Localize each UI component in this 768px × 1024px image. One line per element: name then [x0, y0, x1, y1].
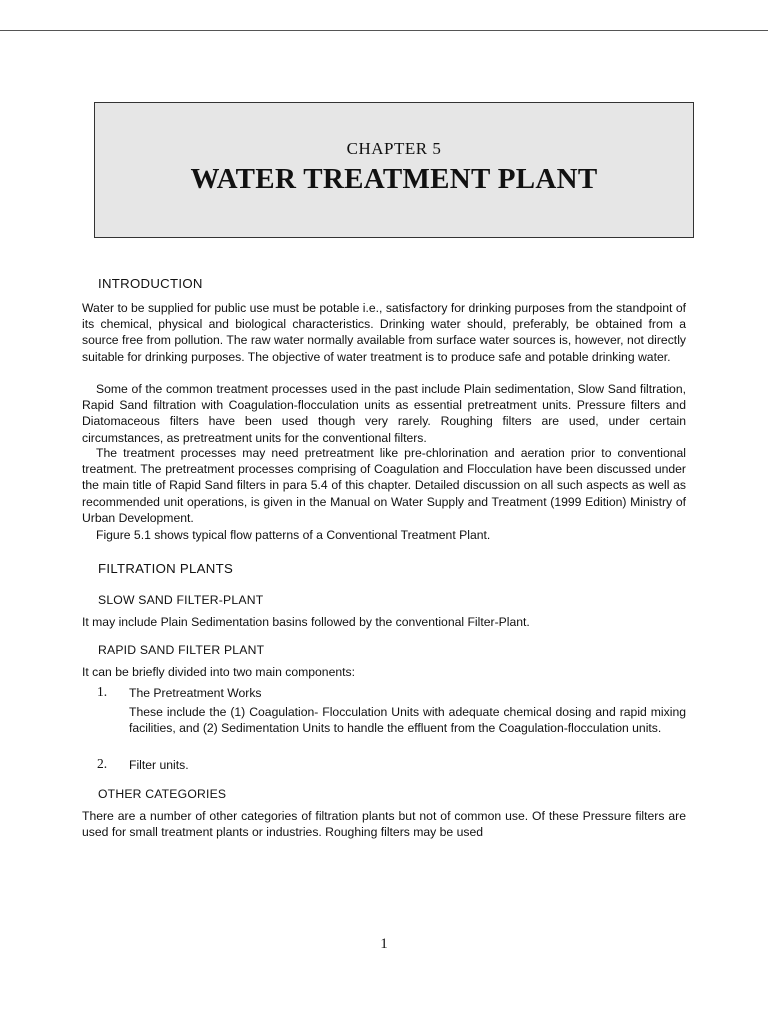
page-number: 1 — [380, 936, 388, 952]
slow-sand-text: It may include Plain Sedimentation basins followed by the conventional Filter-Plant. — [82, 615, 530, 629]
list-item-label: The Pretreatment Works — [129, 686, 262, 700]
list-item-number: 2. — [97, 756, 108, 771]
introduction-paragraph-1: Water to be supplied for public use must be potable i.e., satisfactory for drinking purposes from the standpoint of its chemical, physical and biological characteristics. Drinking water should, preferably, be obtained from a source free from pollution. The raw water normally available from surface water sources is, however, not directly suitable for drinking purposes. The objective of water treatment is to produce safe and potable drinking water. — [82, 301, 686, 364]
header-rule — [0, 30, 768, 31]
list-item-detail: These include the (1) Coagulation- Flocculation Units with adequate chemical dosing and rapid mixing facilities, and (2) Sedimentation Units to handle the effluent from the Coagulation-flocculation units. — [129, 705, 686, 736]
other-categories-heading: OTHER CATEGORIES — [98, 787, 227, 801]
introduction-paragraph-3: The treatment processes may need pretreatment like pre-chlorination and aeration prior to conventional treatment. The pretreatment processes comprising of Coagulation and Flocculation have been discussed under the main title of Rapid Sand filters in para 5.4 of this chapter. Detailed discussion on all such aspects as well as recommended unit operations, is given in the Manual on Water Supply and Treatment (1999 Edition) Ministry of Urban Development. — [82, 446, 686, 525]
other-categories-text: There are a number of other categories of filtration plants but not of common use. Of these Pressure filters are used for small treatment plants or industries. Roughing filters may be used — [82, 809, 686, 840]
introduction-paragraph-4: Figure 5.1 shows typical flow patterns of a Conventional Treatment Plant. — [96, 528, 491, 542]
filtration-plants-heading: FILTRATION PLANTS — [98, 561, 234, 576]
chapter-title-box — [94, 102, 694, 238]
rapid-sand-heading: RAPID SAND FILTER PLANT — [98, 643, 265, 657]
chapter-title: WATER TREATMENT PLANT — [190, 163, 598, 195]
rapid-sand-text: It can be briefly divided into two main components: — [82, 665, 356, 679]
list-item-number: 1. — [97, 684, 108, 699]
chapter-number: CHAPTER 5 — [346, 139, 442, 158]
introduction-heading: INTRODUCTION — [98, 276, 203, 291]
slow-sand-heading: SLOW SAND FILTER-PLANT — [98, 593, 264, 607]
introduction-paragraph-2: Some of the common treatment processes used in the past include Plain sedimentation, Slow Sand filtration, Rapid Sand filtration with Coagulation-flocculation units as essential pretreatment units. Pressure filters and Diatomaceous filters have been used though very rarely. Roughing filters are used, under certain circumstances, as pretreatment units for the conventional filters. — [82, 382, 686, 445]
list-item-label: Filter units. — [129, 758, 189, 772]
